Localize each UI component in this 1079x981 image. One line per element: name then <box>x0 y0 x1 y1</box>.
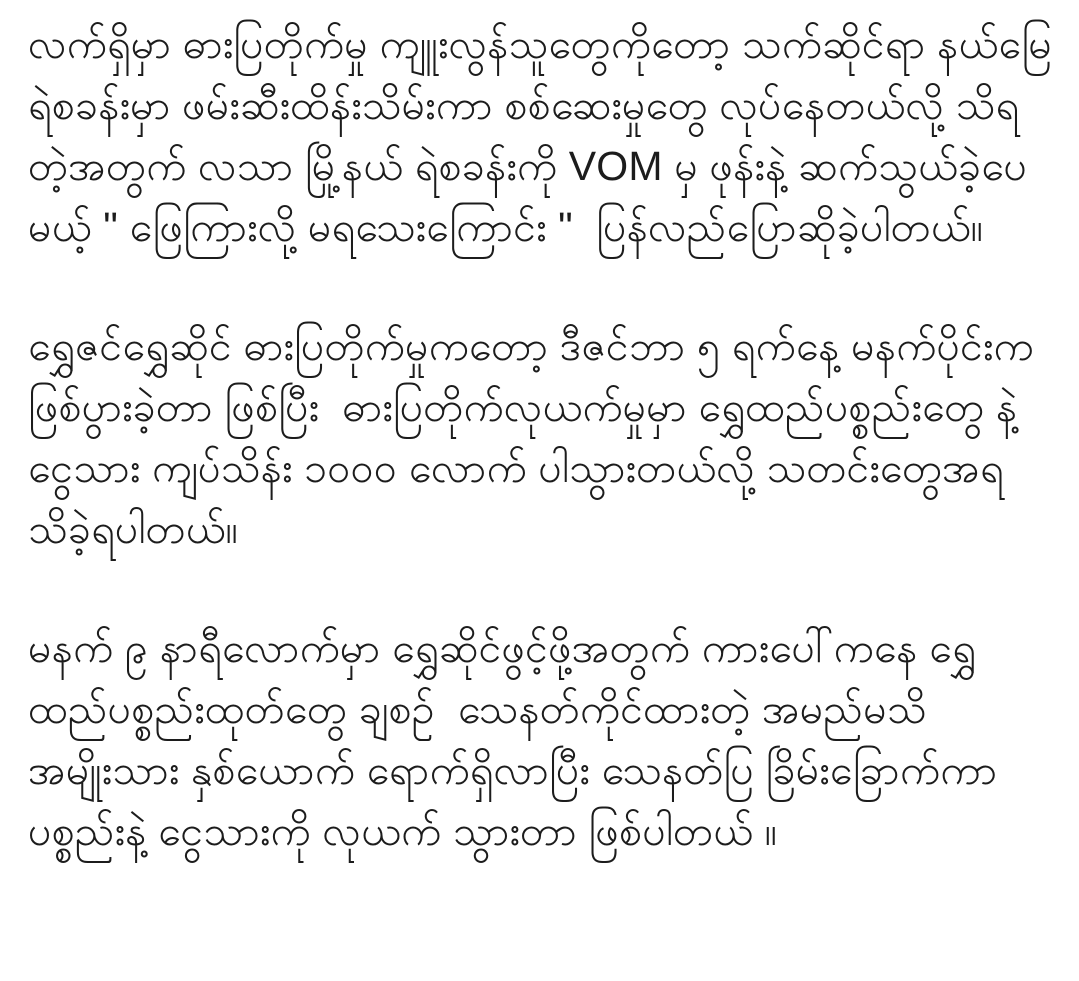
paragraph-1: လက်ရှိမှာ ဓားပြတိုက်မှု ကျူးလွန်သူတွေကိုတော့ သက်ဆိုင်ရာ နယ်မြေရဲစခန်းမှာ ဖမ်းဆီးထိန်းသိမ်းကာ စစ်ဆေးမှုတွေ လုပ်နေတယ်လို့ သိရတဲ့အတွက် လသာ မြို့နယ် ရဲစခန်းကို VOM မှ ဖုန်းနဲ့ ဆက်သွယ်ခဲ့ပေမယ့် " ဖြေကြားလို့ မရသေးကြောင်း " ပြန်လည်ပြောဆိုခဲ့ပါတယ်။ <box>28 21 1052 250</box>
paragraph-2: ရွှေဇင်ရွှေဆိုင် ဓားပြတိုက်မှုကတော့ ဒီဇင်ဘာ ၅ ရက်နေ့ မနက်ပိုင်းက ဖြစ်ပွားခဲ့တာ ဖြစ်ပြီး ဓားပြတိုက်လုယက်မှုမှာ ရွှေထည်ပစ္စည်းတွေ နဲ့ ငွေသား ကျပ်သိန်း ၁၀၀၀ လောက် ပါသွားတယ်လို့ သတင်းတွေအရ သိခဲ့ရပါတယ်။ <box>28 323 1046 552</box>
paragraph-3: မနက် ၉ နာရီလောက်မှာ ရွှေဆိုင်ဖွင့်ဖို့အတွက် ကားပေါ်ကနေ ရွှေထည်ပစ္စည်းထုတ်တွေ ချစဉ် သေနတ်ကိုင်ထားတဲ့ အမည်မသိ အမျိုးသား နှစ်ယောက် ရောက်ရှိလာပြီး သေနတ်ပြ ခြိမ်းခြောက်ကာ ပစ္စည်းနဲ့ ငွေသားကို လုယက် သွားတာ ဖြစ်ပါတယ် ။ <box>28 625 1009 854</box>
